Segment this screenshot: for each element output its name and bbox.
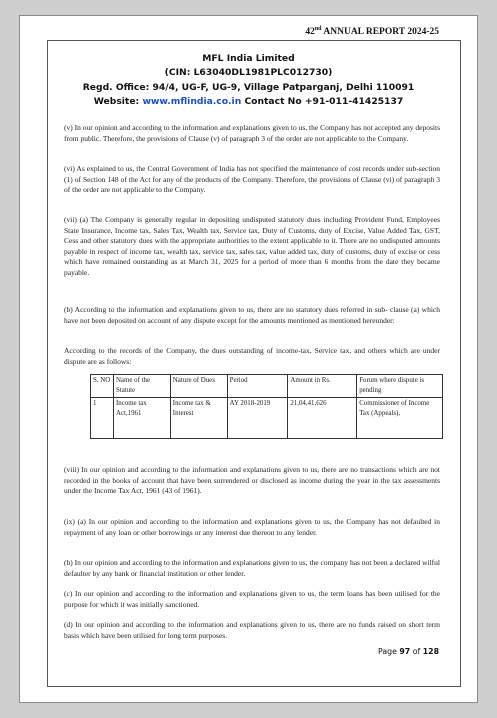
header-nature: Nature of Dues: [170, 375, 227, 398]
paragraph-vii-a: (vii) (a) The Company is generally regular in depositing undisputed statutory dues including Provident Fund, Employees State Insurance, Income tax, Sales Tax, Wealth tax, Service tax, Duty of Customs, duty of Excise, Value Added Tax, GST, Cess and other statutory dues with the appropriate authorities to the extent applicable to it. There are no undisputed amounts payable in respect of income tax, wealth tax, service tax, sales tax, value added tax, duty of customs, duty of excise or cess which have remained outstanding as at March 31, 2025 for a period of more than 6 months from the date they became payable.: [64, 215, 440, 277]
contact-line: [70, 95, 427, 110]
company-cin: (CIN: L63040DL1981PLC012730): [164, 67, 333, 78]
page-current: 97: [399, 647, 411, 656]
header-forum: Forum where dispute is pending: [357, 375, 443, 398]
page-of: of: [412, 647, 421, 656]
cell-statute: Income tax Act,1961: [113, 398, 170, 439]
table-row: [91, 398, 443, 439]
paragraph-ix-c: (c) In our opinion and according to the information and explanations given to us, the term loans has been utilised for the purpose for which it was initially sanctioned.: [64, 589, 440, 609]
disputed-dues-table: [90, 374, 443, 439]
header-amount: Amount in Rs.: [288, 375, 357, 398]
paragraph-vi: (vi) As explained to us, the Central Government of India has not specified the maintenance of cost records under sub-section (1) of Section 148 of the Act for any of the products of the Company. Therefore, the provisions of Clause (vi) of paragraph 3 of the order are not applicable to the Company.: [64, 164, 440, 195]
website-link[interactable]: www.mflindia.co.in: [142, 96, 242, 107]
cell-period: AY 2018-2019: [227, 398, 288, 439]
company-name: MFL India Limited: [202, 53, 295, 64]
report-title-text: ANNUAL REPORT 2024-25: [323, 27, 439, 38]
report-title-suffix: nd: [314, 26, 322, 32]
page-label: Page: [378, 647, 397, 656]
header-statute: Name of the Statute: [113, 375, 170, 398]
report-title: [305, 26, 439, 37]
contact-number: Contact No +91-011-41425137: [244, 96, 404, 107]
paragraph-records: According to the records of the Company, the dues outstanding of income-tax, Service tax, and others which are under dispute are as follows:: [64, 346, 440, 366]
cell-s-no: 1: [91, 398, 114, 439]
website-label: Website:: [93, 96, 140, 107]
cell-forum: Commissioner of Income Tax (Appeals),: [357, 398, 443, 439]
paragraph-ix-a: (ix) (a) In our opinion and according to the information and explanations given to us, the Company has not defaulted in repayment of any loan or other borrowings or any interest due thereon to any lender.: [64, 517, 440, 537]
paragraph-viii: (viii) In our opinion and according to the information and explanations given to us, there are no transactions which are not recorded in the books of account that have been surrendered or disclosed as income during the year in the tax assessments under the Income Tax Act, 1961 (43 of 1961).: [64, 465, 440, 496]
header-period: Period: [227, 375, 288, 398]
header-s-no: S. NO: [91, 375, 114, 398]
paragraph-vii-b: (b) According to the information and explanations given to us, there are no statutory dues referred in sub- clause (a) which have not been deposited on account of any dispute except for the amounts mentioned as mentioned hereunder:: [64, 305, 440, 325]
paragraph-v: (v) In our opinion and according to the information and explanations given to us, the Company has not accepted any deposits from public. Therefore, the provisions of Clause (v) of paragraph 3 of the order are not applicable to the Company.: [64, 123, 440, 143]
page-total: 128: [422, 647, 439, 656]
report-title-ordinal: 42: [305, 27, 315, 38]
paragraph-ix-b: (b) In our opinion and according to the information and explanations given to us, the company has not been a declared wilful defaulter by any bank or financial institution or other lender.: [64, 558, 440, 578]
table-header-row: [91, 375, 443, 398]
registered-office: Regd. Office: 94/4, UG-F, UG-9, Village Patparganj, Delhi 110091: [82, 82, 415, 93]
cell-nature: Income tax & Interest: [170, 398, 227, 439]
paragraph-ix-d: (d) In our opinion and according to the information and explanations given to us, there are no funds raised on short term basis which have been utilised for long term purposes.: [64, 620, 440, 640]
page-number: [378, 647, 439, 656]
cell-amount: 21,04,41,626: [288, 398, 357, 439]
